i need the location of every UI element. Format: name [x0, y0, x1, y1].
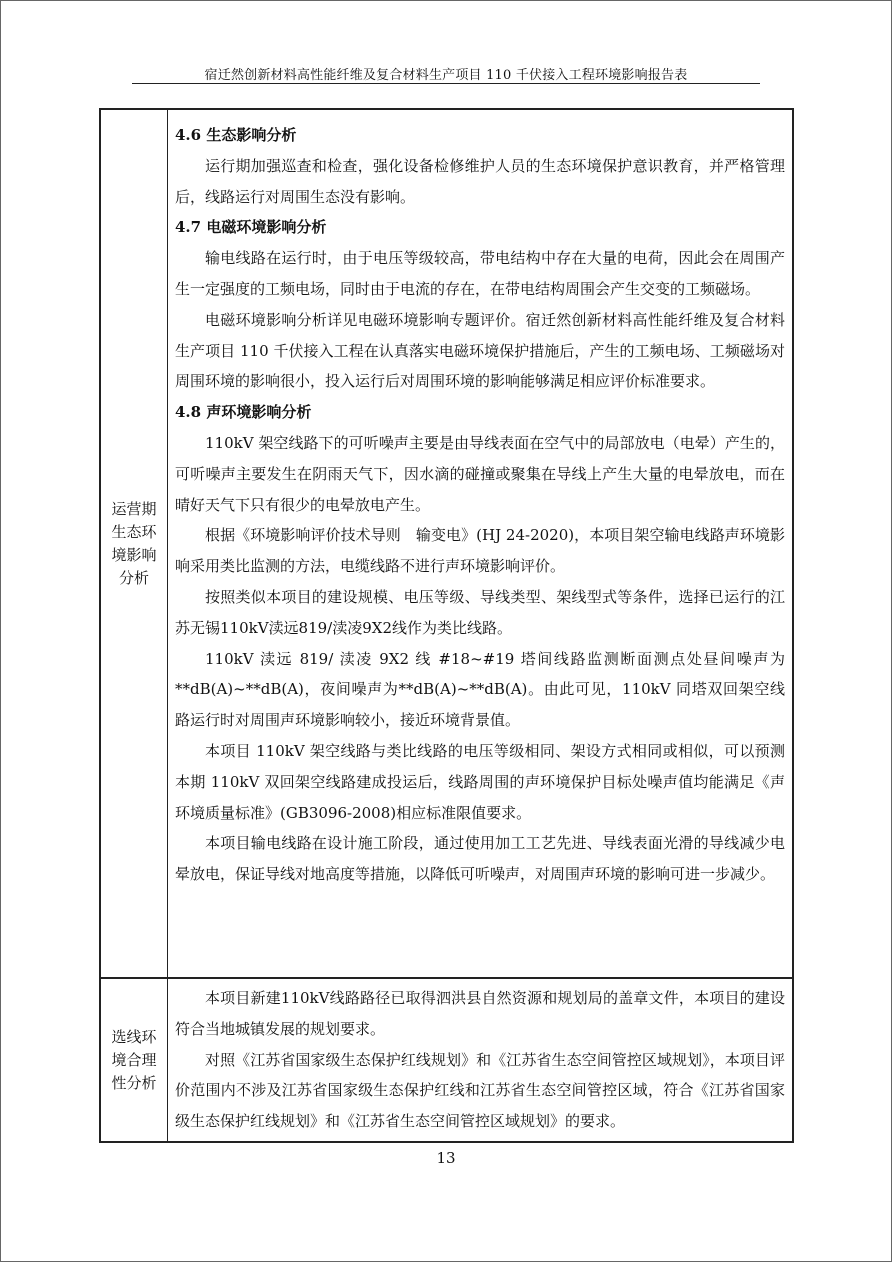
paragraph: 110kV 渎远 819/ 渎凌 9X2 线 #18~#19 塔间线路监测断面测点处昼间噪声为**dB(A)~**dB(A)，夜间噪声为**dB(A)~**dB(A)。由此可见，110kV 同塔双回架空线路运行时对周围声环境影响较小，接近环境背景值。 [175, 649, 785, 730]
row-content-cell [168, 979, 792, 1141]
paragraph: 输电线路在运行时，由于电压等级较高，带电结构中存在大量的电荷，因此会在周围产生一定强度的工频电场，同时由于电流的存在，在带电结构周围会产生交变的工频磁场。 [175, 249, 785, 298]
section-heading-electromagnetic: 4.7 电磁环境影响分析 [175, 218, 327, 237]
paragraph: 运行期加强巡查和检查，强化设备检修维护人员的生态环境保护意识教育，并严格管理后，线路运行对周围生态没有影响。 [175, 156, 785, 206]
paragraph: 对照《江苏省国家级生态保护红线规划》和《江苏省生态空间管控区域规划》，本项目评价范围内不涉及江苏省国家级生态保护红线和江苏省生态空间管控区域，符合《江苏省国家级生态保护红线规划》和《江苏省生态空间管控区域规划》的要求。 [175, 1050, 785, 1131]
paragraph: 按照类似本项目的建设规模、电压等级、导线类型、架线型式等条件，选择已运行的江苏无锡110kV渎远819/渎凌9X2线作为类比线路。 [175, 587, 785, 637]
section-heading-ecology: 4.6 生态影响分析 [175, 126, 297, 144]
paragraph: 本项目输电线路在设计施工阶段，通过使用加工工艺先进、导线表面光滑的导线减少电晕放电，保证导线对地高度等措施，以降低可听噪声，对周围声环境的影响可进一步减少。 [175, 834, 785, 884]
section-heading-acoustic: 4.8 声环境影响分析 [175, 403, 312, 422]
table-row-operation-impact [101, 110, 792, 977]
paragraph: 110kV 架空线路下的可听噪声主要是由导线表面在空气中的局部放电（电晕）产生的，可听噪声主要发生在阴雨天气下，因水滴的碰撞或聚集在导线上产生大量的电晕放电，而在晴好天气下只有很少的电晕放电产生。 [175, 433, 785, 514]
page-number: 13 [436, 1149, 456, 1167]
row-label-cell [101, 110, 168, 977]
row-label-route-rationality: 选线环境合理性分析 [111, 1027, 157, 1092]
header-divider [132, 83, 760, 84]
row-label-cell [101, 979, 168, 1141]
paragraph: 电磁环境影响分析详见电磁环境影响专题评价。宿迁然创新材料高性能纤维及复合材料生产项目 110 千伏接入工程在认真落实电磁环境保护措施后，产生的工频电场、工频磁场对周围环境的影响很小，投入运行后对周围环境的影响能够满足相应评价标准要求。 [175, 310, 785, 391]
paragraph: 根据《环境影响评价技术导则 输变电》(HJ 24-2020)，本项目架空输电线路声环境影响采用类比监测的方法，电缆线路不进行声环境影响评价。 [175, 526, 785, 576]
row-content-cell [168, 110, 792, 977]
paragraph: 本项目新建110kV线路路径已取得泗洪县自然资源和规划局的盖章文件，本项目的建设符合当地城镇发展的规划要求。 [175, 989, 785, 1038]
table-row-route-rationality [101, 977, 792, 1141]
report-table [99, 108, 794, 1143]
row-label-operation-impact: 运营期生态环境影响分析 [111, 499, 157, 587]
document-header-title: 宿迁然创新材料高性能纤维及复合材料生产项目 110 千伏接入工程环境影响报告表 [204, 68, 688, 83]
paragraph: 本项目 110kV 架空线路与类比线路的电压等级相同、架设方式相同或相似，可以预测本期 110kV 双回架空线路建成投运后，线路周围的声环境保护目标处噪声值均能满足《声环境质量标准》(GB3096-2008)相应标准限值要求。 [175, 741, 785, 822]
